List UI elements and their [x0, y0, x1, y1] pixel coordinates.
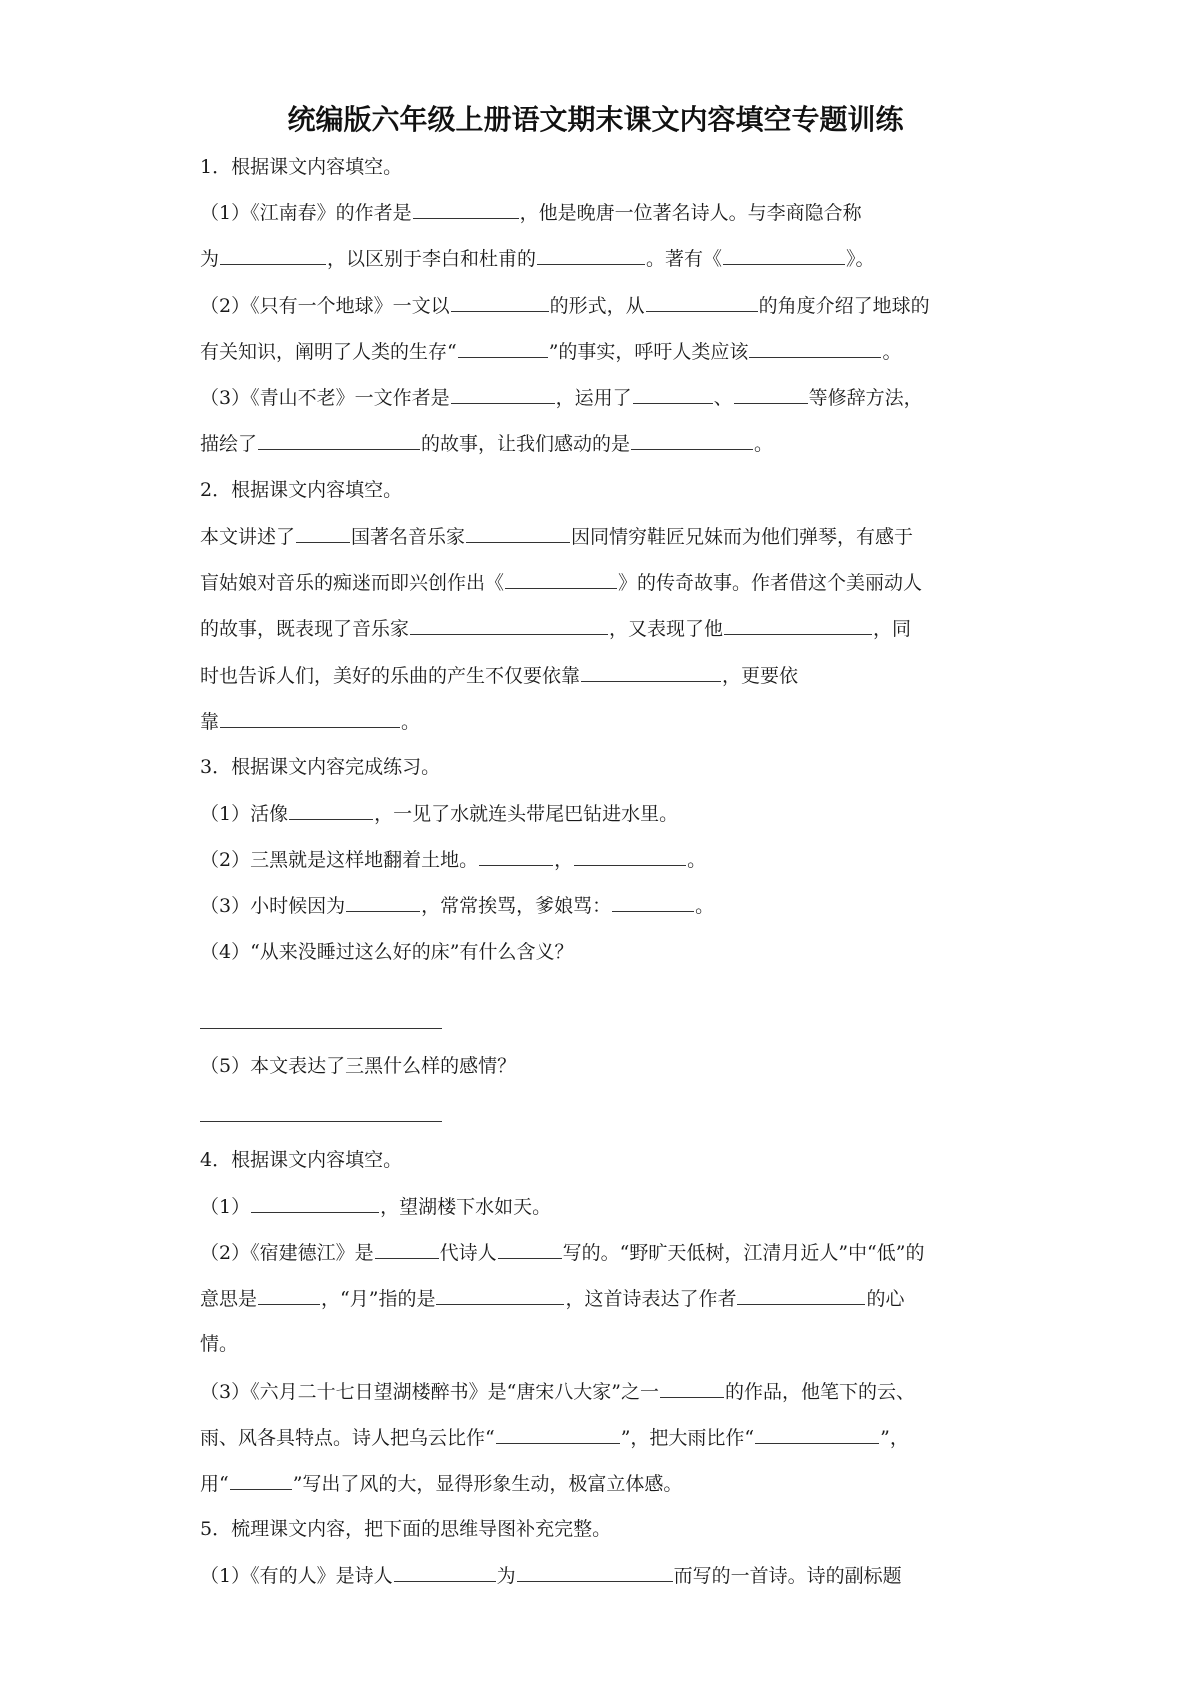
q3-s4: （4）“从来没睡过这么好的床”有什么含义？ [200, 941, 574, 963]
fill-blank[interactable] [755, 1425, 879, 1444]
fill-blank[interactable] [251, 1194, 379, 1213]
text: 雨、风各具特点。诗人把乌云比作“ [200, 1427, 495, 1449]
fill-blank[interactable] [498, 1240, 562, 1259]
fill-blank[interactable] [436, 1286, 564, 1305]
q3-s3 [200, 893, 714, 918]
text: （2）三黑就是这样地翻着土地。 [200, 849, 479, 871]
q4-s3-line2 [200, 1425, 909, 1450]
fill-blank[interactable] [505, 570, 617, 589]
fill-blank[interactable] [496, 1425, 620, 1444]
answer-line[interactable] [200, 1028, 442, 1029]
q4-s3-line3 [200, 1471, 682, 1496]
fill-blank[interactable] [660, 1379, 724, 1398]
fill-blank[interactable] [574, 847, 686, 866]
text: 用“ [200, 1473, 229, 1495]
fill-blank[interactable] [737, 1286, 865, 1305]
q1-p2-line2 [200, 339, 901, 364]
text: 描绘了 [200, 433, 258, 455]
text: ，同 [873, 618, 912, 640]
text: 的心 [866, 1288, 905, 1310]
fill-blank[interactable] [375, 1240, 439, 1259]
q2-line4 [200, 663, 798, 688]
text: 》的传奇故事。作者借这个美丽动人 [618, 572, 923, 594]
fill-blank[interactable] [230, 1471, 292, 1490]
text: 。著有《 [646, 248, 723, 270]
q3-s5: （5）本文表达了三黑什么样的感情？ [200, 1055, 517, 1077]
fill-blank[interactable] [724, 616, 872, 635]
q4-s3-line1 [200, 1379, 915, 1404]
q4-s2-line3: 情。 [200, 1333, 239, 1355]
fill-blank[interactable] [749, 339, 881, 358]
text: ， [554, 849, 574, 871]
fill-blank[interactable] [394, 1563, 496, 1582]
text: 的故事，既表现了音乐家 [200, 618, 410, 640]
fill-blank[interactable] [258, 1286, 320, 1305]
text: ，一见了水就连头带尾巴钻进水里。 [374, 803, 679, 825]
q4-heading: 4．根据课文内容填空。 [200, 1149, 403, 1171]
q3-s1 [200, 801, 678, 826]
fill-blank[interactable] [410, 616, 608, 635]
fill-blank[interactable] [517, 1563, 673, 1582]
text: 、 [713, 387, 733, 409]
text: 国著名音乐家 [351, 526, 466, 548]
text: 。 [401, 711, 421, 733]
q3-heading: 3．根据课文内容完成练习。 [200, 756, 441, 778]
text: 的故事，让我们感动的是 [421, 433, 631, 455]
answer-line[interactable] [200, 1121, 442, 1122]
text: 而写的一首诗。诗的副标题 [673, 1565, 902, 1587]
text: （1）《有的人》是诗人 [200, 1565, 393, 1587]
text: ，又表现了他 [609, 618, 724, 640]
q1-p2-line1 [200, 293, 930, 318]
q1-p3-line2 [200, 431, 773, 456]
text: 时也告诉人们，美好的乐曲的产生不仅要依靠 [200, 665, 581, 687]
text: 等修辞方法， [808, 387, 923, 409]
fill-blank[interactable] [723, 246, 845, 265]
q1-p1-line2 [200, 246, 875, 271]
text: （1） [200, 1196, 251, 1218]
fill-blank[interactable] [612, 893, 694, 912]
q5-s1 [200, 1563, 902, 1588]
q4-s2-line2 [200, 1286, 904, 1311]
text: 为 [200, 248, 220, 270]
fill-blank[interactable] [289, 801, 373, 820]
q5-heading: 5．梳理课文内容，把下面的思维导图补充完整。 [200, 1518, 612, 1540]
text: （2）《只有一个地球》一文以 [200, 295, 450, 317]
text: （3）小时候因为 [200, 895, 346, 917]
text: 写的。“野旷天低树，江清月近人”中“低”的 [562, 1242, 925, 1264]
text: ，以区别于李白和杜甫的 [327, 248, 537, 270]
text: ，更要依 [722, 665, 799, 687]
text: ”， [880, 1427, 909, 1449]
text: （3）《六月二十七日望湖楼醉书》是“唐宋八大家”之一 [200, 1381, 660, 1403]
text: ，这首诗表达了作者 [565, 1288, 737, 1310]
fill-blank[interactable] [220, 709, 400, 728]
text: 为 [496, 1565, 516, 1587]
q1-p1-line1 [200, 200, 862, 225]
text: 盲姑娘对音乐的痴迷而即兴创作出《 [200, 572, 505, 594]
text: ，他是晚唐一位著名诗人。与李商隐合称 [519, 202, 862, 224]
fill-blank[interactable] [537, 246, 645, 265]
q2-line2 [200, 570, 922, 595]
text: （3）《青山不老》一文作者是 [200, 387, 450, 409]
text: 。 [687, 849, 707, 871]
text: ，望湖楼下水如天。 [380, 1196, 552, 1218]
q4-s2-line1 [200, 1240, 924, 1265]
text: 本文讲述了 [200, 526, 296, 548]
q2-line5 [200, 709, 420, 734]
fill-blank[interactable] [258, 431, 420, 450]
fill-blank[interactable] [451, 293, 549, 312]
fill-blank[interactable] [413, 200, 519, 219]
text: 代诗人 [439, 1242, 497, 1264]
text: 意思是 [200, 1288, 258, 1310]
q2-heading: 2．根据课文内容填空。 [200, 479, 403, 501]
fill-blank[interactable] [734, 385, 808, 404]
fill-blank[interactable] [451, 385, 555, 404]
fill-blank[interactable] [646, 293, 758, 312]
text: ”的事实，呼吁人类应该 [548, 341, 749, 363]
text: 》。 [846, 248, 875, 270]
text: 。 [754, 433, 774, 455]
text: 靠 [200, 711, 220, 733]
q2-line3 [200, 616, 911, 641]
text: ，“月”指的是 [321, 1288, 436, 1310]
text: （1）活像 [200, 803, 289, 825]
q4-s1 [200, 1194, 551, 1219]
text: ，常常挨骂，爹娘骂： [421, 895, 612, 917]
fill-blank[interactable] [631, 431, 753, 450]
fill-blank[interactable] [458, 339, 548, 358]
q2-line1 [200, 524, 913, 549]
q1-p3-line1 [200, 385, 923, 410]
text: 的形式，从 [549, 295, 645, 317]
text: 。 [695, 895, 715, 917]
text: 因同情穷鞋匠兄妹而为他们弹琴，有感于 [571, 526, 914, 548]
text: 有关知识，阐明了人类的生存“ [200, 341, 457, 363]
fill-blank[interactable] [466, 524, 570, 543]
text: 的作品，他笔下的云、 [725, 1381, 916, 1403]
fill-blank[interactable] [296, 524, 350, 543]
text: 的角度介绍了地球的 [758, 295, 930, 317]
fill-blank[interactable] [479, 847, 553, 866]
fill-blank[interactable] [346, 893, 420, 912]
text: （1）《江南春》的作者是 [200, 202, 412, 224]
fill-blank[interactable] [581, 663, 721, 682]
fill-blank[interactable] [633, 385, 713, 404]
text: （2）《宿建德江》是 [200, 1242, 374, 1264]
page-title: 统编版六年级上册语文期末课文内容填空专题训练 [287, 103, 904, 136]
fill-blank[interactable] [220, 246, 326, 265]
text: ”，把大雨比作“ [620, 1427, 755, 1449]
text: ”写出了风的大，显得形象生动，极富立体感。 [292, 1473, 683, 1495]
q3-s2 [200, 847, 706, 872]
text: ，运用了 [555, 387, 632, 409]
text: 。 [882, 341, 902, 363]
q1-heading: 1．根据课文内容填空。 [200, 156, 403, 178]
